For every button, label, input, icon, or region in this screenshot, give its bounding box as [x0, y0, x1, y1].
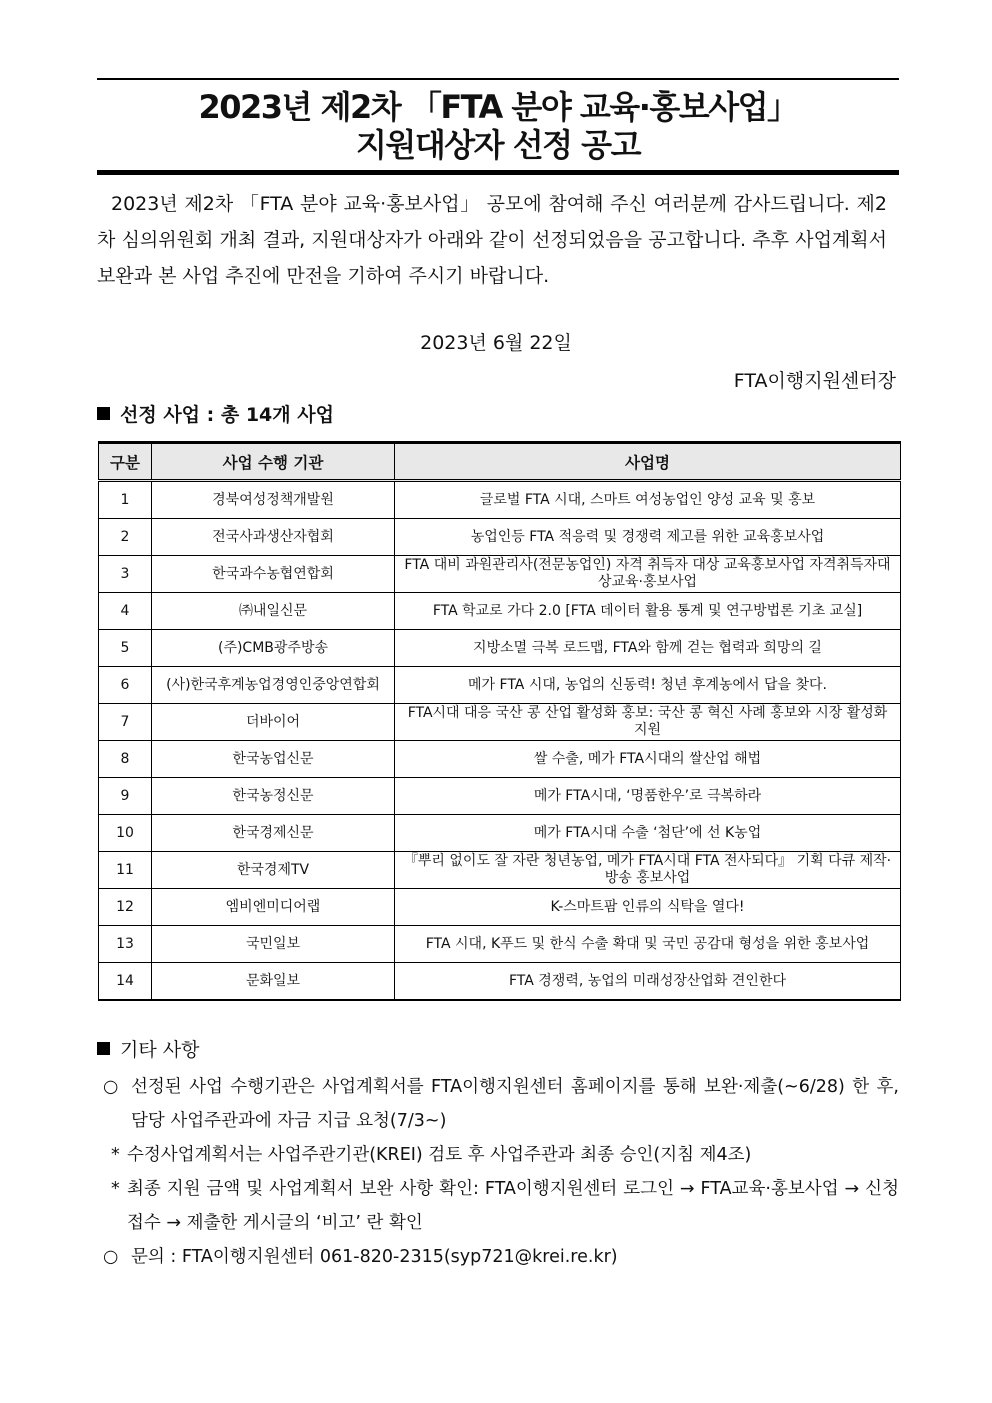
cell-no: 12 — [99, 889, 152, 926]
table-row — [99, 556, 901, 593]
table-row — [99, 593, 901, 630]
intro-text: 2023년 제2차 「FTA 분야 교육·홍보사업」 공모에 참여해 주신 여러분께 감사드립니다. 제2차 심의위원회 개최 결과, 지원대상자가 아래와 같이 선정되었음을 공고합니다. 추후 사업계획서 보완과 본 사업 추진에 만전을 기하여 주시기 바랍니다. — [97, 193, 887, 287]
table-row — [99, 778, 901, 815]
cell-no: 13 — [99, 926, 152, 963]
cell-no: 7 — [99, 704, 152, 741]
cell-project: 『뿌리 없이도 잘 자란 청년농업, 메가 FTA시대 FTA 전사되다』 기획 다큐 제작·방송 홍보사업 — [395, 852, 901, 889]
cell-org: 한국경제TV — [152, 852, 395, 889]
selected-section-heading-text: 선정 사업 : 총 14개 사업 — [120, 404, 334, 426]
table-row — [99, 815, 901, 852]
cell-org: (주)CMB광주방송 — [152, 630, 395, 667]
cell-org: 한국과수농협연합회 — [152, 556, 395, 593]
cell-project: FTA 시대, K푸드 및 한식 수출 확대 및 국민 공감대 형성을 위한 홍보사업 — [395, 926, 901, 963]
cell-org: 더바이어 — [152, 704, 395, 741]
announcement-sender: FTA이행지원센터장 — [733, 370, 896, 392]
note-item — [97, 1138, 899, 1172]
selected-projects-table — [98, 441, 901, 1001]
cell-project: 지방소멸 극복 로드맵, FTA와 함께 걷는 협력과 희망의 길 — [395, 630, 901, 667]
cell-project: FTA시대 대응 국산 콩 산업 활성화 홍보: 국산 콩 혁신 사례 홍보와 시장 활성화 지원 — [395, 704, 901, 741]
cell-no: 1 — [99, 481, 152, 519]
cell-no: 4 — [99, 593, 152, 630]
cell-project: 메가 FTA 시대, 농업의 신동력! 청년 후계농에서 답을 찾다. — [395, 667, 901, 704]
title-top-rule — [97, 78, 899, 80]
table-row — [99, 926, 901, 963]
cell-no: 11 — [99, 852, 152, 889]
cell-project: 메가 FTA시대 수출 ‘첨단’에 선 K농업 — [395, 815, 901, 852]
cell-project: 메가 FTA시대, ‘명품한우’로 극복하라 — [395, 778, 901, 815]
cell-org: 한국경제신문 — [152, 815, 395, 852]
note-item — [97, 1172, 899, 1240]
black-square-icon — [97, 407, 110, 420]
cell-no: 9 — [99, 778, 152, 815]
header-no: 구분 — [99, 443, 152, 481]
cell-no: 14 — [99, 963, 152, 1001]
asterisk-marker: * — [111, 1145, 120, 1165]
cell-no: 6 — [99, 667, 152, 704]
circle-bullet-icon: ○ — [103, 1247, 119, 1267]
header-org: 사업 수행 기관 — [152, 443, 395, 481]
cell-org: 국민일보 — [152, 926, 395, 963]
cell-no: 5 — [99, 630, 152, 667]
asterisk-marker: * — [111, 1179, 120, 1199]
cell-project: FTA 학교로 가다 2.0 [FTA 데이터 활용 통계 및 연구방법론 기초 교실] — [395, 593, 901, 630]
page-title-line-2: 지원대상자 선정 공고 — [356, 126, 640, 164]
cell-project: 농업인등 FTA 적응력 및 경쟁력 제고를 위한 교육홍보사업 — [395, 519, 901, 556]
note-text: 문의 : FTA이행지원센터 061-820-2315(syp721@krei.re.kr) — [131, 1247, 618, 1267]
cell-project: FTA 대비 과원관리사(전문농업인) 자격 취득자 대상 교육홍보사업 자격취득자대상교육·홍보사업 — [395, 556, 901, 593]
page-title-line-1: 2023년 제2차 「FTA 분야 교육·홍보사업」 — [198, 88, 798, 126]
cell-project: 쌀 수출, 메가 FTA시대의 쌀산업 해법 — [395, 741, 901, 778]
selected-section-heading — [97, 400, 334, 427]
cell-no: 8 — [99, 741, 152, 778]
table-row — [99, 889, 901, 926]
table-header-row — [99, 443, 901, 481]
table-row — [99, 481, 901, 519]
table-row — [99, 704, 901, 741]
note-item — [97, 1070, 899, 1138]
other-section-heading — [97, 1035, 199, 1062]
title-block — [97, 78, 899, 175]
cell-no: 3 — [99, 556, 152, 593]
cell-org: 전국사과생산자협회 — [152, 519, 395, 556]
cell-org: 경북여성정책개발원 — [152, 481, 395, 519]
note-text: 최종 지원 금액 및 사업계획서 보완 사항 확인: FTA이행지원센터 로그인 → FTA교육·홍보사업 → 신청 접수 → 제출한 게시글의 ‘비고’ 란 확인 — [127, 1179, 899, 1233]
table-row — [99, 519, 901, 556]
table-row — [99, 741, 901, 778]
cell-project: 글로벌 FTA 시대, 스마트 여성농업인 양성 교육 및 홍보 — [395, 481, 901, 519]
header-project: 사업명 — [395, 443, 901, 481]
circle-bullet-icon: ○ — [103, 1077, 119, 1097]
intro-paragraph — [97, 186, 887, 294]
announcement-date: 2023년 6월 22일 — [420, 332, 572, 354]
cell-org: 한국농정신문 — [152, 778, 395, 815]
note-item — [97, 1240, 899, 1274]
cell-project: K-스마트팜 인류의 식탁을 열다! — [395, 889, 901, 926]
cell-org: 문화일보 — [152, 963, 395, 1001]
table-row — [99, 667, 901, 704]
table-row — [99, 630, 901, 667]
notes-list — [97, 1070, 899, 1274]
other-section-heading-text: 기타 사항 — [120, 1039, 200, 1061]
table-row — [99, 852, 901, 889]
cell-project: FTA 경쟁력, 농업의 미래성장산업화 견인한다 — [395, 963, 901, 1001]
cell-org: 엠비엔미디어랩 — [152, 889, 395, 926]
note-text: 선정된 사업 수행기관은 사업계획서를 FTA이행지원센터 홈페이지를 통해 보완·제출(~6/28) 한 후, 담당 사업주관과에 자금 지급 요청(7/3~) — [131, 1077, 899, 1131]
cell-org: ㈜내일신문 — [152, 593, 395, 630]
cell-no: 10 — [99, 815, 152, 852]
cell-org: (사)한국후계농업경영인중앙연합회 — [152, 667, 395, 704]
table-row — [99, 963, 901, 1001]
note-text: 수정사업계획서는 사업주관기관(KREI) 검토 후 사업주관과 최종 승인(지침 제4조) — [127, 1145, 752, 1165]
title-bottom-rule — [97, 170, 899, 175]
black-square-icon — [97, 1042, 110, 1055]
cell-org: 한국농업신문 — [152, 741, 395, 778]
cell-no: 2 — [99, 519, 152, 556]
